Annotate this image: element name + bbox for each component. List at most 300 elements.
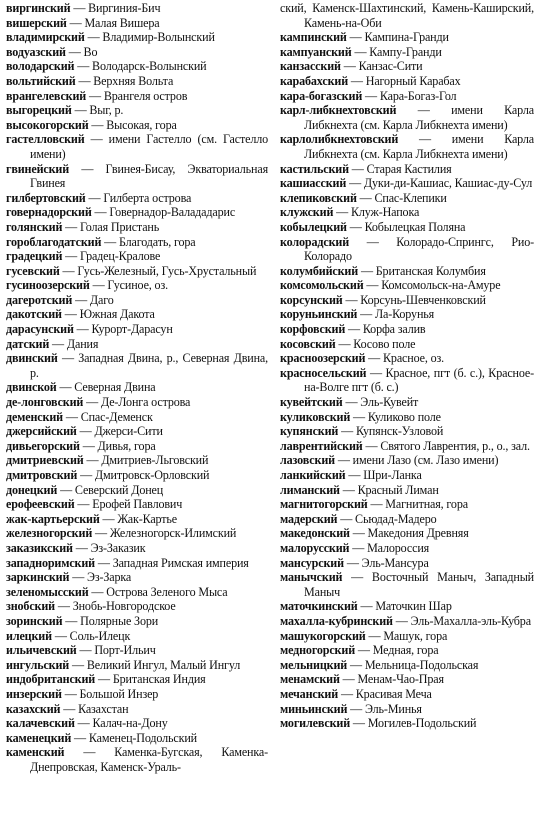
entry-definition: Южная Дакота xyxy=(79,307,155,322)
dictionary-entry xyxy=(6,380,268,395)
dictionary-entry xyxy=(6,512,268,527)
dictionary-entry xyxy=(280,687,534,702)
entry-separator: — xyxy=(348,468,361,482)
entry-definition: Мельница-Подольская xyxy=(364,657,479,672)
entry-separator: — xyxy=(365,88,377,103)
dictionary-entry xyxy=(6,614,268,629)
entry-separator: — xyxy=(98,672,110,687)
dictionary-entry xyxy=(280,643,534,658)
entry-definition: Куликово поле xyxy=(367,409,441,424)
entry-separator: — xyxy=(91,117,104,132)
dictionary-entry xyxy=(6,439,268,454)
entry-separator: — xyxy=(92,278,105,293)
entry-definition: Дуки-ди-Кашиас, Кашиас-ду-Сул xyxy=(363,176,533,191)
dictionary-entry xyxy=(6,672,268,687)
entry-headword: коруньинский xyxy=(280,307,358,322)
dictionary-entry xyxy=(6,30,268,45)
dictionary-entry xyxy=(6,191,268,206)
entry-separator: — xyxy=(86,395,99,410)
dictionary-entry xyxy=(280,702,534,717)
dictionary-entry xyxy=(280,191,534,206)
entry-headword: дагеротский xyxy=(6,292,73,307)
entry-headword: карл-либкнехтовский xyxy=(280,103,397,118)
entry-definition: имени Карла Либкнехта (см. Карла Либкнехта имени) xyxy=(304,132,535,161)
dictionary-entry xyxy=(280,278,534,293)
entry-separator: — xyxy=(65,219,78,234)
entry-headword: де-лонговский xyxy=(6,395,84,410)
entry-headword: клепиковский xyxy=(280,190,357,205)
entry-headword: железногорский xyxy=(6,526,93,541)
entry-definition: Кара-Богаз-Гол xyxy=(379,88,457,103)
entry-definition: Дания xyxy=(66,336,99,351)
dictionary-entry xyxy=(280,468,534,483)
entry-separator: — xyxy=(75,540,88,555)
entry-separator: — xyxy=(62,263,75,278)
entry-definition: Гусиное, оз. xyxy=(107,278,168,293)
dictionary-entry xyxy=(6,45,268,60)
entry-definition: Малая Вишера xyxy=(84,15,160,30)
entry-headword: медногорский xyxy=(280,643,356,658)
entry-definition: Купянск-Узловой xyxy=(355,424,444,439)
dictionary-entry xyxy=(6,162,268,191)
right-column xyxy=(280,1,534,731)
entry-headword: водуазский xyxy=(6,44,66,59)
entry-definition: Спас-Деменск xyxy=(80,409,153,424)
entry-headword: дмитриевский xyxy=(6,453,84,468)
entry-definition: Эль-Минья xyxy=(364,701,422,716)
entry-separator: — xyxy=(52,336,64,351)
entry-definition: Корсунь-Шевченковский xyxy=(360,292,486,307)
dictionary-entry xyxy=(280,672,534,687)
dictionary-entry xyxy=(6,264,268,279)
dictionary-entry xyxy=(280,337,534,352)
entry-definition: Красивая Меча xyxy=(355,686,432,701)
entry-definition: Старая Кастилия xyxy=(366,161,452,176)
entry-headword: комсомольский xyxy=(280,278,364,293)
entry-separator: — xyxy=(59,380,72,395)
entry-headword: дмитровский xyxy=(6,468,78,482)
entry-separator: — xyxy=(73,1,86,15)
entry-headword: донецкий xyxy=(6,482,58,497)
entry-headword: выгорецкий xyxy=(6,103,72,118)
dictionary-entry xyxy=(6,731,268,746)
dictionary-entry xyxy=(6,570,268,585)
entry-separator: — xyxy=(342,482,355,497)
dictionary-entry xyxy=(280,366,534,395)
dictionary-entry xyxy=(280,351,534,366)
entry-headword: лаврентийский xyxy=(280,438,363,453)
dictionary-entry xyxy=(280,293,534,308)
entry-separator: — xyxy=(65,613,78,628)
dictionary-entry xyxy=(280,45,534,60)
entry-definition: Святого Лаврентия, р., о., зал. xyxy=(380,438,530,453)
entry-separator: — xyxy=(366,278,379,293)
entry-separator: — xyxy=(360,599,373,614)
entry-definition: Магнитная, гора xyxy=(385,497,468,512)
entry-headword: мадерский xyxy=(280,511,338,526)
entry-headword: магнитогорский xyxy=(280,497,368,512)
entry-separator: — xyxy=(90,132,103,147)
entry-separator: — xyxy=(54,628,67,643)
entry-definition: Нагорный Карабах xyxy=(365,73,461,88)
entry-headword: могилевский xyxy=(280,716,351,731)
entry-separator: — xyxy=(68,44,81,59)
dictionary-entry xyxy=(280,395,534,410)
entry-definition: Малороссия xyxy=(367,540,430,555)
entry-definition: Соль-Илецк xyxy=(69,628,131,643)
entry-separator: — xyxy=(72,657,84,672)
entry-separator: — xyxy=(352,540,365,555)
entry-headword: колумбийский xyxy=(280,263,359,278)
entry-definition: ский, Каменск-Шахтинский, Камень-Каширский, Камень-на-Оби xyxy=(280,1,534,30)
dictionary-entry xyxy=(6,687,268,702)
entry-separator: — xyxy=(345,292,358,307)
entry-separator: — xyxy=(350,73,363,88)
entry-separator: — xyxy=(77,497,90,512)
dictionary-entry xyxy=(6,89,268,104)
entry-definition: Эз-Заказик xyxy=(90,540,146,555)
entry-separator: — xyxy=(360,263,373,278)
dictionary-entry xyxy=(6,556,268,571)
dictionary-entry xyxy=(280,716,534,731)
dictionary-entry xyxy=(6,293,268,308)
entry-separator: — xyxy=(395,613,408,628)
entry-separator: — xyxy=(102,511,115,526)
dictionary-entry xyxy=(280,512,534,527)
entry-separator: — xyxy=(80,468,93,482)
dictionary-entry xyxy=(6,103,268,118)
entry-definition: Порт-Ильич xyxy=(94,643,156,658)
entry-separator: — xyxy=(78,73,91,88)
entry-separator: — xyxy=(349,30,362,45)
entry-separator: — xyxy=(357,643,370,658)
entry-definition: Македония Древняя xyxy=(367,526,469,541)
entry-definition: Гилберта острова xyxy=(103,190,192,205)
entry-headword: индобританский xyxy=(6,672,96,687)
entry-definition: Курорт-Дарасун xyxy=(91,322,173,337)
entry-headword: заркинский xyxy=(6,570,70,585)
dictionary-entry xyxy=(6,453,268,468)
entry-separator: — xyxy=(368,628,381,643)
entry-headword: красноозерский xyxy=(280,351,366,366)
entry-definition: Говернадор-Валададарис xyxy=(109,205,236,220)
entry-headword: каменский xyxy=(6,745,65,760)
entry-headword: лазовский xyxy=(280,453,335,468)
entry-separator: — xyxy=(64,686,77,701)
entry-separator: — xyxy=(77,59,90,74)
entry-headword: гилбертовский xyxy=(6,190,86,205)
entry-headword: датский xyxy=(6,336,50,351)
entry-separator: — xyxy=(64,307,77,322)
dictionary-entry xyxy=(6,716,268,731)
entry-headword: манычский xyxy=(280,570,343,585)
entry-headword: кампинский xyxy=(280,30,347,45)
entry-definition: Голая Пристань xyxy=(80,219,160,234)
entry-separator: — xyxy=(61,351,74,366)
entry-definition: Каменка-Бугская, Каменка-Днепровская, Каменск-Ураль- xyxy=(30,745,269,774)
dictionary-entry xyxy=(280,1,534,30)
entry-definition: Выг, р. xyxy=(89,103,124,118)
entry-headword: маточкинский xyxy=(280,599,358,614)
entry-separator: — xyxy=(352,526,365,541)
dictionary-entry xyxy=(6,337,268,352)
entry-separator: — xyxy=(95,526,107,541)
entry-headword: мельницкий xyxy=(280,657,348,672)
entry-headword: илецкий xyxy=(6,628,52,643)
entry-headword: голянский xyxy=(6,219,63,234)
entry-headword: двинской xyxy=(6,380,57,395)
entry-definition: Британская Колумбия xyxy=(375,263,486,278)
entry-definition: Западная Римская империя xyxy=(112,555,249,570)
dictionary-entry xyxy=(6,599,268,614)
dictionary-entry xyxy=(280,556,534,571)
entry-separator: — xyxy=(104,234,117,249)
entry-headword: инзерский xyxy=(6,686,62,701)
entry-definition: Виргиния-Бич xyxy=(88,1,161,15)
entry-separator: — xyxy=(76,322,89,337)
entry-definition: Восточный Маныч, Западный Маныч xyxy=(304,570,534,599)
entry-separator: — xyxy=(342,672,355,687)
dictionary-entry xyxy=(280,74,534,89)
entry-headword: малорусский xyxy=(280,540,350,555)
entry-definition: Калач-на-Дону xyxy=(92,716,168,731)
dictionary-entry xyxy=(280,89,534,104)
dictionary-entry xyxy=(280,132,534,161)
entry-separator: — xyxy=(346,555,359,570)
entry-separator: — xyxy=(354,44,367,59)
entry-headword: куликовский xyxy=(280,409,351,424)
dictionary-entry xyxy=(6,220,268,235)
dictionary-entry xyxy=(280,570,534,599)
dictionary-entry xyxy=(280,599,534,614)
entry-definition: Эль-Мансура xyxy=(361,555,429,570)
entry-headword: дакотский xyxy=(6,307,62,322)
entry-definition: имени Карла Либкнехта (см. Карла Либкнехта имени) xyxy=(304,103,534,132)
entry-definition: имени Лазо (см. Лазо имени) xyxy=(352,453,499,468)
dictionary-entry xyxy=(6,395,268,410)
entry-headword: кобылецкий xyxy=(280,219,347,234)
entry-definition: Эль-Кувейт xyxy=(360,395,419,410)
entry-definition: Красный Лиман xyxy=(357,482,439,497)
entry-headword: лиманский xyxy=(280,482,340,497)
entry-definition: Дмитровск-Орловский xyxy=(94,468,210,482)
dictionary-entry xyxy=(6,702,268,717)
dictionary-entry xyxy=(280,658,534,673)
entry-headword: менамский xyxy=(280,672,340,687)
entry-definition: Северский Донец xyxy=(74,482,164,497)
entry-headword: виргинский xyxy=(6,1,71,15)
entry-definition: Колорадо-Спрингс, Рио-Колорадо xyxy=(304,234,534,264)
dictionary-entry xyxy=(280,264,534,279)
entry-headword: ланкийский xyxy=(280,468,346,482)
dictionary-entry xyxy=(280,205,534,220)
dictionary-entry xyxy=(280,526,534,541)
entry-headword: гороблагодатский xyxy=(6,234,102,249)
entry-headword: ерофеевский xyxy=(6,497,75,512)
entry-headword: знобский xyxy=(6,599,55,614)
entry-separator: — xyxy=(351,161,364,176)
entry-definition: Ла-Корунья xyxy=(374,307,435,322)
dictionary-entry xyxy=(6,541,268,556)
entry-headword: казахский xyxy=(6,701,61,716)
dictionary-entry xyxy=(6,307,268,322)
entry-definition: Сьюдад-Мадеро xyxy=(355,511,437,526)
entry-definition: Джерси-Сити xyxy=(94,424,163,439)
entry-definition: Железногорск-Илимский xyxy=(109,526,237,541)
dictionary-entry xyxy=(280,30,534,45)
entry-definition: Красное, пгт (б. с.), Красное-на-Волге пгт (б. с.) xyxy=(304,365,535,395)
entry-headword: мечанский xyxy=(280,686,339,701)
entry-definition: Красное, оз. xyxy=(383,351,444,366)
entry-definition: Комсомольск-на-Амуре xyxy=(381,278,501,293)
entry-definition: Высокая, гора xyxy=(106,117,177,132)
dictionary-entry xyxy=(6,643,268,658)
entry-definition: Володарск-Волынский xyxy=(92,59,207,74)
entry-headword: мансурский xyxy=(280,555,344,570)
entry-headword: гвинейский xyxy=(6,161,70,176)
entry-headword: володарский xyxy=(6,59,75,74)
dictionary-entry xyxy=(6,235,268,250)
entry-headword: купянский xyxy=(280,424,339,439)
entry-headword: клужский xyxy=(280,205,334,220)
entry-separator: — xyxy=(77,716,90,731)
entry-separator: — xyxy=(75,292,88,307)
entry-headword: корфовский xyxy=(280,322,346,337)
entry-definition: Эль-Махалла-эль-Кубра xyxy=(410,613,531,628)
entry-headword: кашиасский xyxy=(280,176,347,191)
dictionary-entry xyxy=(6,118,268,133)
entry-separator: — xyxy=(343,59,356,74)
entry-headword: говернадорский xyxy=(6,205,92,220)
entry-definition: Великий Ингул, Малый Ингул xyxy=(86,657,241,672)
entry-separator: — xyxy=(353,409,365,424)
entry-separator: — xyxy=(91,584,104,599)
entry-headword: косовский xyxy=(280,336,336,351)
dictionary-entry xyxy=(280,162,534,177)
entry-headword: миньинский xyxy=(280,701,348,716)
entry-definition: Врангеля остров xyxy=(103,88,188,103)
dictionary-entry xyxy=(280,176,534,191)
entry-separator: — xyxy=(366,234,379,249)
entry-definition: Могилев-Подольский xyxy=(367,716,477,731)
entry-headword: кампуанский xyxy=(280,44,352,59)
entry-separator: — xyxy=(87,30,100,45)
entry-headword: вишерский xyxy=(6,15,67,30)
entry-definition: Острова Зеленого Мыса xyxy=(106,584,228,599)
entry-separator: — xyxy=(417,103,430,118)
entry-separator: — xyxy=(336,205,349,220)
dictionary-entry xyxy=(280,453,534,468)
entry-headword: владимирский xyxy=(6,30,85,45)
dictionary-entry xyxy=(6,468,268,483)
entry-headword: жак-картьерский xyxy=(6,511,100,526)
entry-separator: — xyxy=(360,307,373,322)
entry-headword: калачевский xyxy=(6,716,75,731)
entry-headword: дивьегорский xyxy=(6,438,80,453)
dictionary-entry xyxy=(6,351,268,380)
entry-definition: Британская Индия xyxy=(112,672,206,687)
entry-headword: каменецкий xyxy=(6,730,72,745)
entry-definition: Градец-Кралове xyxy=(79,249,161,264)
entry-separator: — xyxy=(83,745,96,760)
entry-definition: Западная Двина, р., Северная Двина, р. xyxy=(30,351,269,380)
dictionary-entry xyxy=(280,629,534,644)
entry-separator: — xyxy=(79,643,92,658)
entry-headword: врангелевский xyxy=(6,88,87,103)
entry-headword: гусиноозерский xyxy=(6,278,90,293)
left-column xyxy=(6,1,268,774)
entry-definition: Благодать, гора xyxy=(119,234,196,249)
dictionary-entry xyxy=(280,235,534,264)
entry-headword: ильичевский xyxy=(6,643,77,658)
entry-definition: Каменец-Подольский xyxy=(88,730,198,745)
entry-separator: — xyxy=(79,424,92,439)
entry-separator: — xyxy=(348,322,360,337)
entry-separator: — xyxy=(69,15,82,30)
entry-separator: — xyxy=(352,716,365,731)
entry-separator: — xyxy=(345,395,358,410)
entry-headword: заказикский xyxy=(6,540,73,555)
entry-separator: — xyxy=(365,438,378,453)
entry-definition: Кобылецкая Поляна xyxy=(364,219,466,234)
entry-definition: Казахстан xyxy=(78,701,129,716)
entry-headword: канзасский xyxy=(280,59,341,74)
dictionary-entry xyxy=(6,483,268,498)
entry-headword: ингульский xyxy=(6,657,70,672)
entry-separator: — xyxy=(351,570,364,585)
dictionary-entry xyxy=(280,424,534,439)
entry-definition: Ерофей Павлович xyxy=(92,497,183,512)
entry-definition: Гусь-Железный, Гусь-Хрустальный xyxy=(77,263,257,278)
entry-headword: кастильский xyxy=(280,161,349,176)
entry-separator: — xyxy=(349,657,362,672)
entry-separator: — xyxy=(338,336,351,351)
entry-definition: Корфа залив xyxy=(362,322,426,337)
entry-headword: корсунский xyxy=(280,292,343,307)
entry-definition: Знобь-Новгородское xyxy=(72,599,176,614)
entry-headword: зоринский xyxy=(6,613,63,628)
entry-headword: кувейтский xyxy=(280,395,343,410)
entry-separator: — xyxy=(350,701,363,716)
dictionary-entry xyxy=(280,541,534,556)
entry-headword: западноримский xyxy=(6,555,95,570)
entry-definition: Во xyxy=(83,44,98,59)
entry-separator: — xyxy=(74,730,86,745)
dictionary-entry xyxy=(280,410,534,425)
dictionary-entry xyxy=(6,74,268,89)
entry-headword: карлолибкнехтовский xyxy=(280,132,399,147)
entry-separator: — xyxy=(60,482,73,497)
dictionary-entry xyxy=(280,497,534,512)
entry-definition: Спас-Клепики xyxy=(374,190,447,205)
entry-separator: — xyxy=(349,219,362,234)
entry-definition: Северная Двина xyxy=(74,380,156,395)
entry-separator: — xyxy=(63,701,76,716)
dictionary-entry xyxy=(6,322,268,337)
entry-headword: джерсийский xyxy=(6,424,77,439)
dictionary-entry xyxy=(6,205,268,220)
entry-definition: Гвинея-Бисау, Экваториальная Гвинея xyxy=(30,161,268,191)
dictionary-entry xyxy=(6,424,268,439)
entry-separator: — xyxy=(94,205,107,220)
dictionary-entry xyxy=(6,132,268,161)
entry-definition: Полярные Зори xyxy=(80,613,159,628)
dictionary-entry xyxy=(6,585,268,600)
dictionary-entry xyxy=(6,658,268,673)
entry-headword: македонский xyxy=(280,526,350,541)
dictionary-entry xyxy=(6,410,268,425)
entry-definition: Дмитриев-Льговский xyxy=(101,453,209,468)
